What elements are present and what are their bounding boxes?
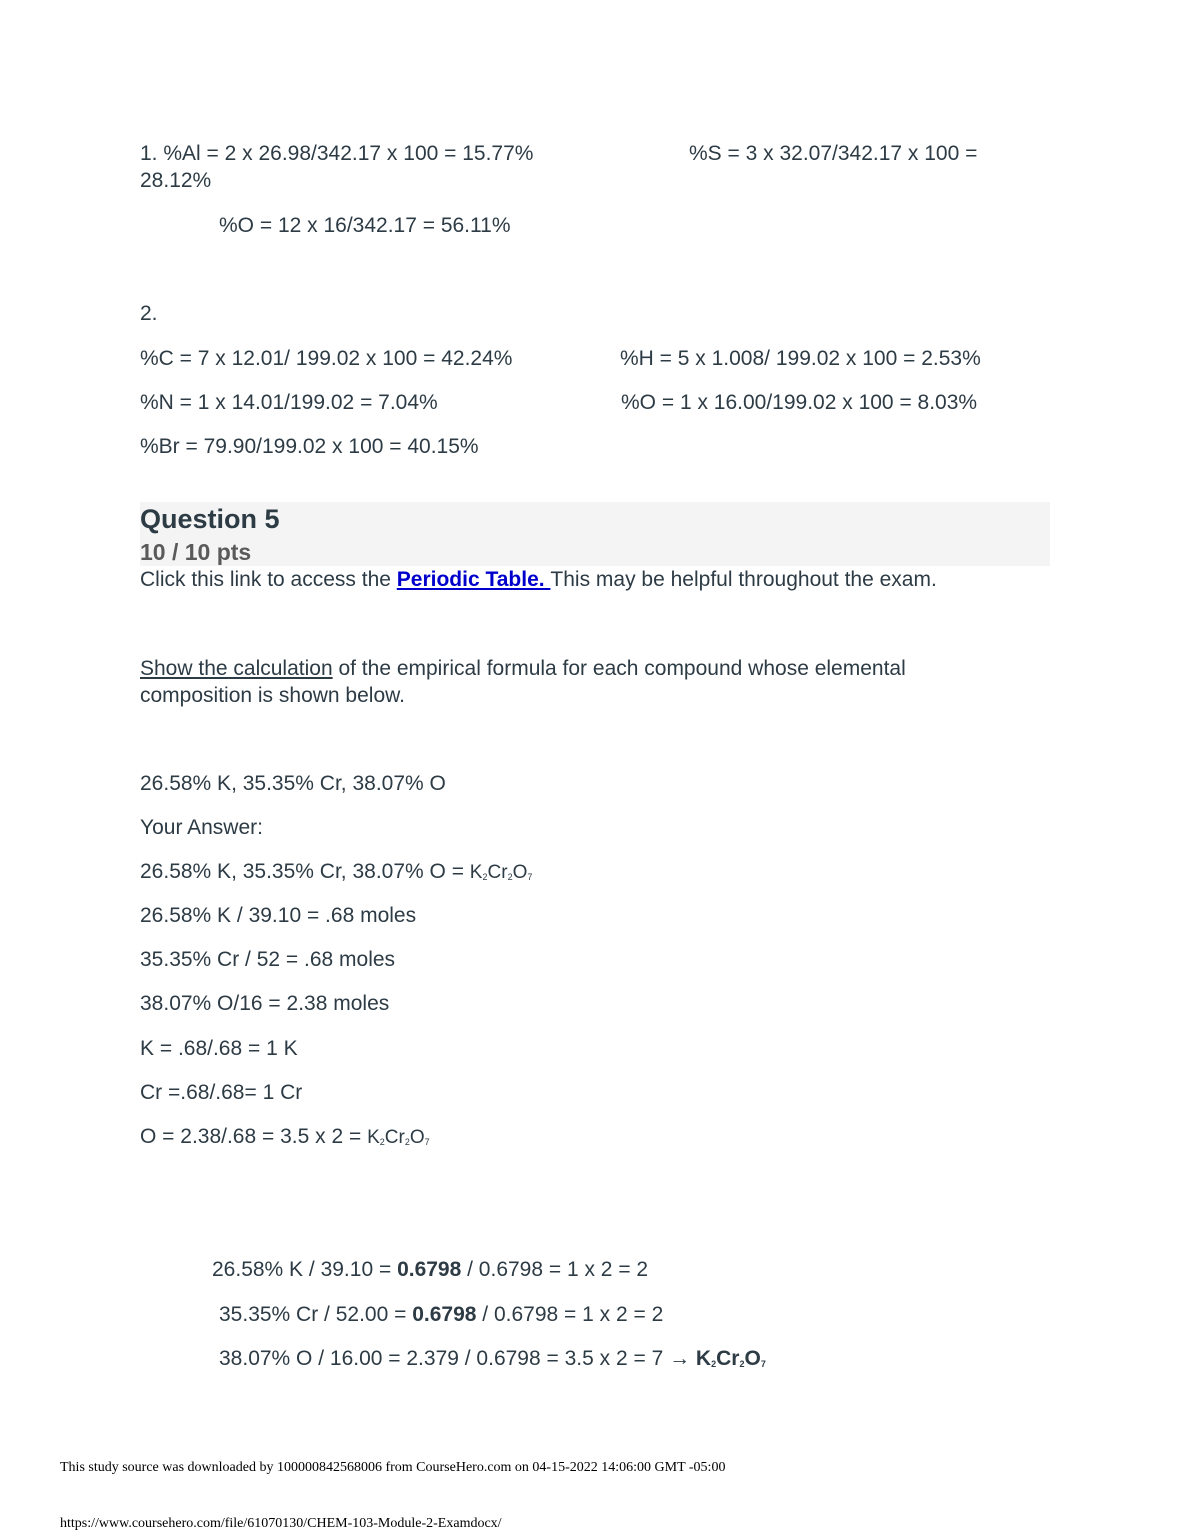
formula-k2cr2o7: $K_2Cr_2O_7$	[469, 862, 533, 883]
key-o-line: 38.07% O / 16.00 = 2.379 / 0.6798 = 3.5 x $2 = 7 \to K_2Cr_2O_7$	[219, 1347, 766, 1370]
periodic-table-link[interactable]: Periodic Table.	[396, 568, 551, 591]
question-points: 10 / 10 pts	[140, 539, 252, 565]
source-url[interactable]: https://www.coursehero.com/file/61070130/CHEM-103-Module-2-Examdocx/	[60, 1516, 502, 1531]
part2-number: 2.	[140, 302, 158, 325]
cr-ratio-line: Cr =.68/.68= 1 Cr	[140, 1081, 303, 1104]
answer-formula-line: 26.58% K, 35.35% Cr, 38.07% $O = K_2Cr_2O_7$	[140, 860, 533, 883]
prompt-line-2: composition is shown below.	[140, 684, 405, 707]
al-percent-line: 1. %Al = 2 x 26.98/342.17 x 100 = 15.77%	[140, 142, 534, 165]
o-moles-line: 38.07% O/16 = 2.38 moles	[140, 992, 390, 1015]
download-notice: This study source was downloaded by 100000842568006 from CourseHero.com on 04-15-2022 14:06:00 GMT -05:00	[60, 1460, 726, 1475]
o2-percent-line: %O = 1 x 16.00/199.02 x 100 = 8.03%	[621, 391, 978, 414]
question-title: Question 5	[140, 504, 280, 534]
br-percent-line: %Br = 79.90/199.02 x 100 = 40.15%	[140, 435, 479, 458]
k-moles-line: 26.58% K / 39.10 = .68 moles	[140, 904, 417, 927]
formula-k2cr2o7-bold: $K_2Cr_2O_7$	[695, 1347, 766, 1370]
key-cr-line: 35.35% Cr / 52.00 = 0.6798 / 0.6798 = 1 x 2 = 2	[219, 1303, 664, 1326]
your-answer-label: Your Answer:	[140, 816, 263, 839]
o-percent-line: %O = 12 x 16/342.17 = 56.11%	[219, 214, 511, 237]
s-percent-line: %S = 3 x 32.07/342.17 x 100 =	[689, 142, 978, 165]
s-percent-result: 28.12%	[140, 169, 212, 192]
h-percent-line: %H = 5 x 1.008/ 199.02 x 100 = 2.53%	[620, 347, 981, 370]
composition: 26.58% K, 35.35% Cr, 38.07% O	[140, 772, 446, 795]
o-ratio-line: O = 2.38/.68 = 3.5 x $2 = K_2Cr_2O_7$	[140, 1125, 430, 1148]
k-ratio-line: K = .68/.68 = 1 K	[140, 1037, 298, 1060]
formula-k2cr2o7: $K_2Cr_2O_7$	[367, 1127, 430, 1148]
cr-moles-line: 35.35% Cr / 52 = .68 moles	[140, 948, 396, 971]
c-percent-line: %C = 7 x 12.01/ 199.02 x 100 = 42.24%	[140, 347, 513, 370]
n-percent-line: %N = 1 x 14.01/199.02 = 7.04%	[140, 391, 438, 414]
periodic-table-intro: Click this link to access the Periodic Table. This may be helpful throughout the exam.	[140, 568, 937, 591]
key-k-line: 26.58% K / 39.10 = 0.6798 / 0.6798 = 1 x 2 = 2	[212, 1258, 649, 1281]
prompt-line-1: Show the calculation of the empirical formula for each compound whose elemental	[140, 657, 906, 680]
